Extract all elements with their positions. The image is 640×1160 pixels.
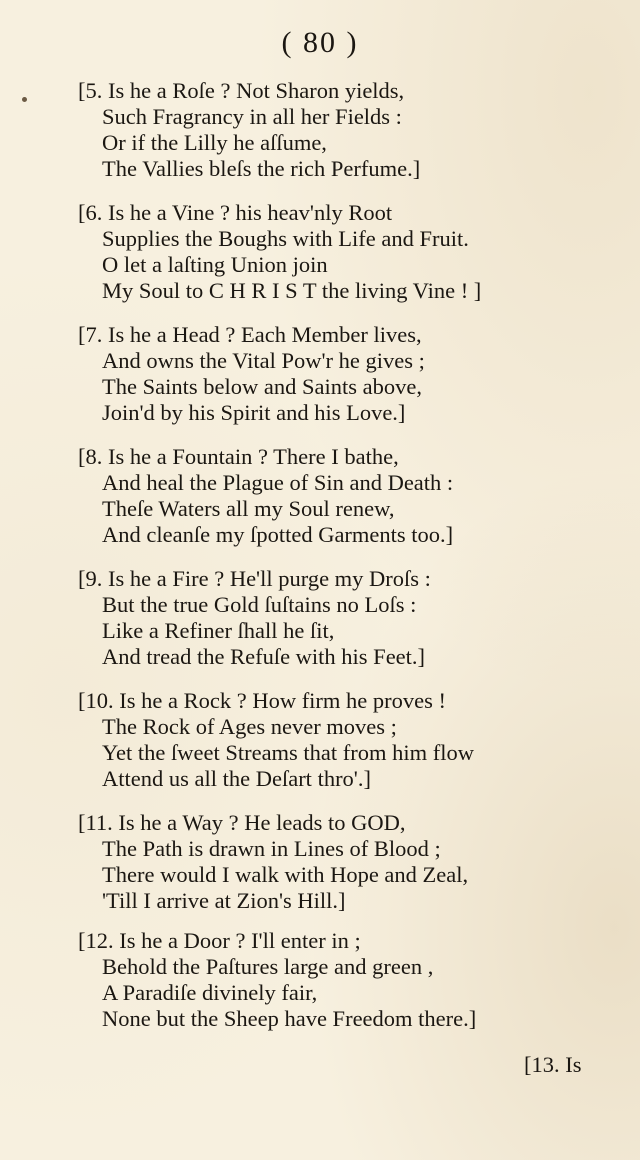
verse-line: A Paradiſe divinely fair,	[102, 980, 318, 1005]
verse-line: [11. Is he a Way ? He leads to GOD,	[78, 810, 406, 835]
verse-line: My Soul to C H R I S T the living Vine ! ]	[102, 278, 482, 303]
verse-line: And cleanſe my ſpotted Garments too.]	[102, 522, 454, 547]
verse-line: Such Fragrancy in all her Fields :	[102, 104, 402, 129]
verse-line: The Vallies bleſs the rich Perfume.]	[102, 156, 421, 181]
verse-line: [7. Is he a Head ? Each Member lives,	[78, 322, 422, 347]
verse-line: And tread the Refuſe with his Feet.]	[102, 644, 426, 669]
page-number: ( 80 )	[281, 26, 359, 59]
verse-line: Supplies the Boughs with Life and Fruit.	[102, 226, 469, 251]
verse-line: [12. Is he a Door ? I'll enter in ;	[78, 928, 361, 953]
verse-line: Theſe Waters all my Soul renew,	[102, 496, 395, 521]
verse-line: O let a laſting Union join	[102, 252, 328, 277]
ink-speck	[22, 97, 27, 102]
verse-line: And owns the Vital Pow'r he gives ;	[102, 348, 425, 373]
verse-line: But the true Gold ſuſtains no Loſs :	[102, 592, 417, 617]
verse-line: Join'd by his Spirit and his Love.]	[102, 400, 406, 425]
verse-line: Or if the Lilly he aſſume,	[102, 130, 327, 155]
verse-line: Yet the ſweet Streams that from him flow	[102, 740, 475, 765]
verse-line: Attend us all the Deſart thro'.]	[102, 766, 371, 791]
verse-line: The Path is drawn in Lines of Blood ;	[102, 836, 441, 861]
verse-line: Behold the Paſtures large and green ,	[102, 954, 434, 979]
verse-line: [10. Is he a Rock ? How firm he proves !	[78, 688, 447, 713]
catchword: [13. Is	[524, 1052, 582, 1077]
verse-line: Like a Refiner ſhall he ſit,	[102, 618, 335, 643]
verse-line: 'Till I arrive at Zion's Hill.]	[102, 888, 346, 913]
verse-line: And heal the Plague of Sin and Death :	[102, 470, 454, 495]
verse-line: [5. Is he a Roſe ? Not Sharon yields,	[78, 78, 405, 103]
verse-line: [6. Is he a Vine ? his heav'nly Root	[78, 200, 393, 225]
verse-line: The Rock of Ages never moves ;	[102, 714, 397, 739]
verse-line: [9. Is he a Fire ? He'll purge my Droſs :	[78, 566, 431, 591]
verse-line: The Saints below and Saints above,	[102, 374, 422, 399]
verse-line: None but the Sheep have Freedom there.]	[102, 1006, 477, 1031]
verse-line: There would I walk with Hope and Zeal,	[102, 862, 469, 887]
verse-line: [8. Is he a Fountain ? There I bathe,	[78, 444, 399, 469]
